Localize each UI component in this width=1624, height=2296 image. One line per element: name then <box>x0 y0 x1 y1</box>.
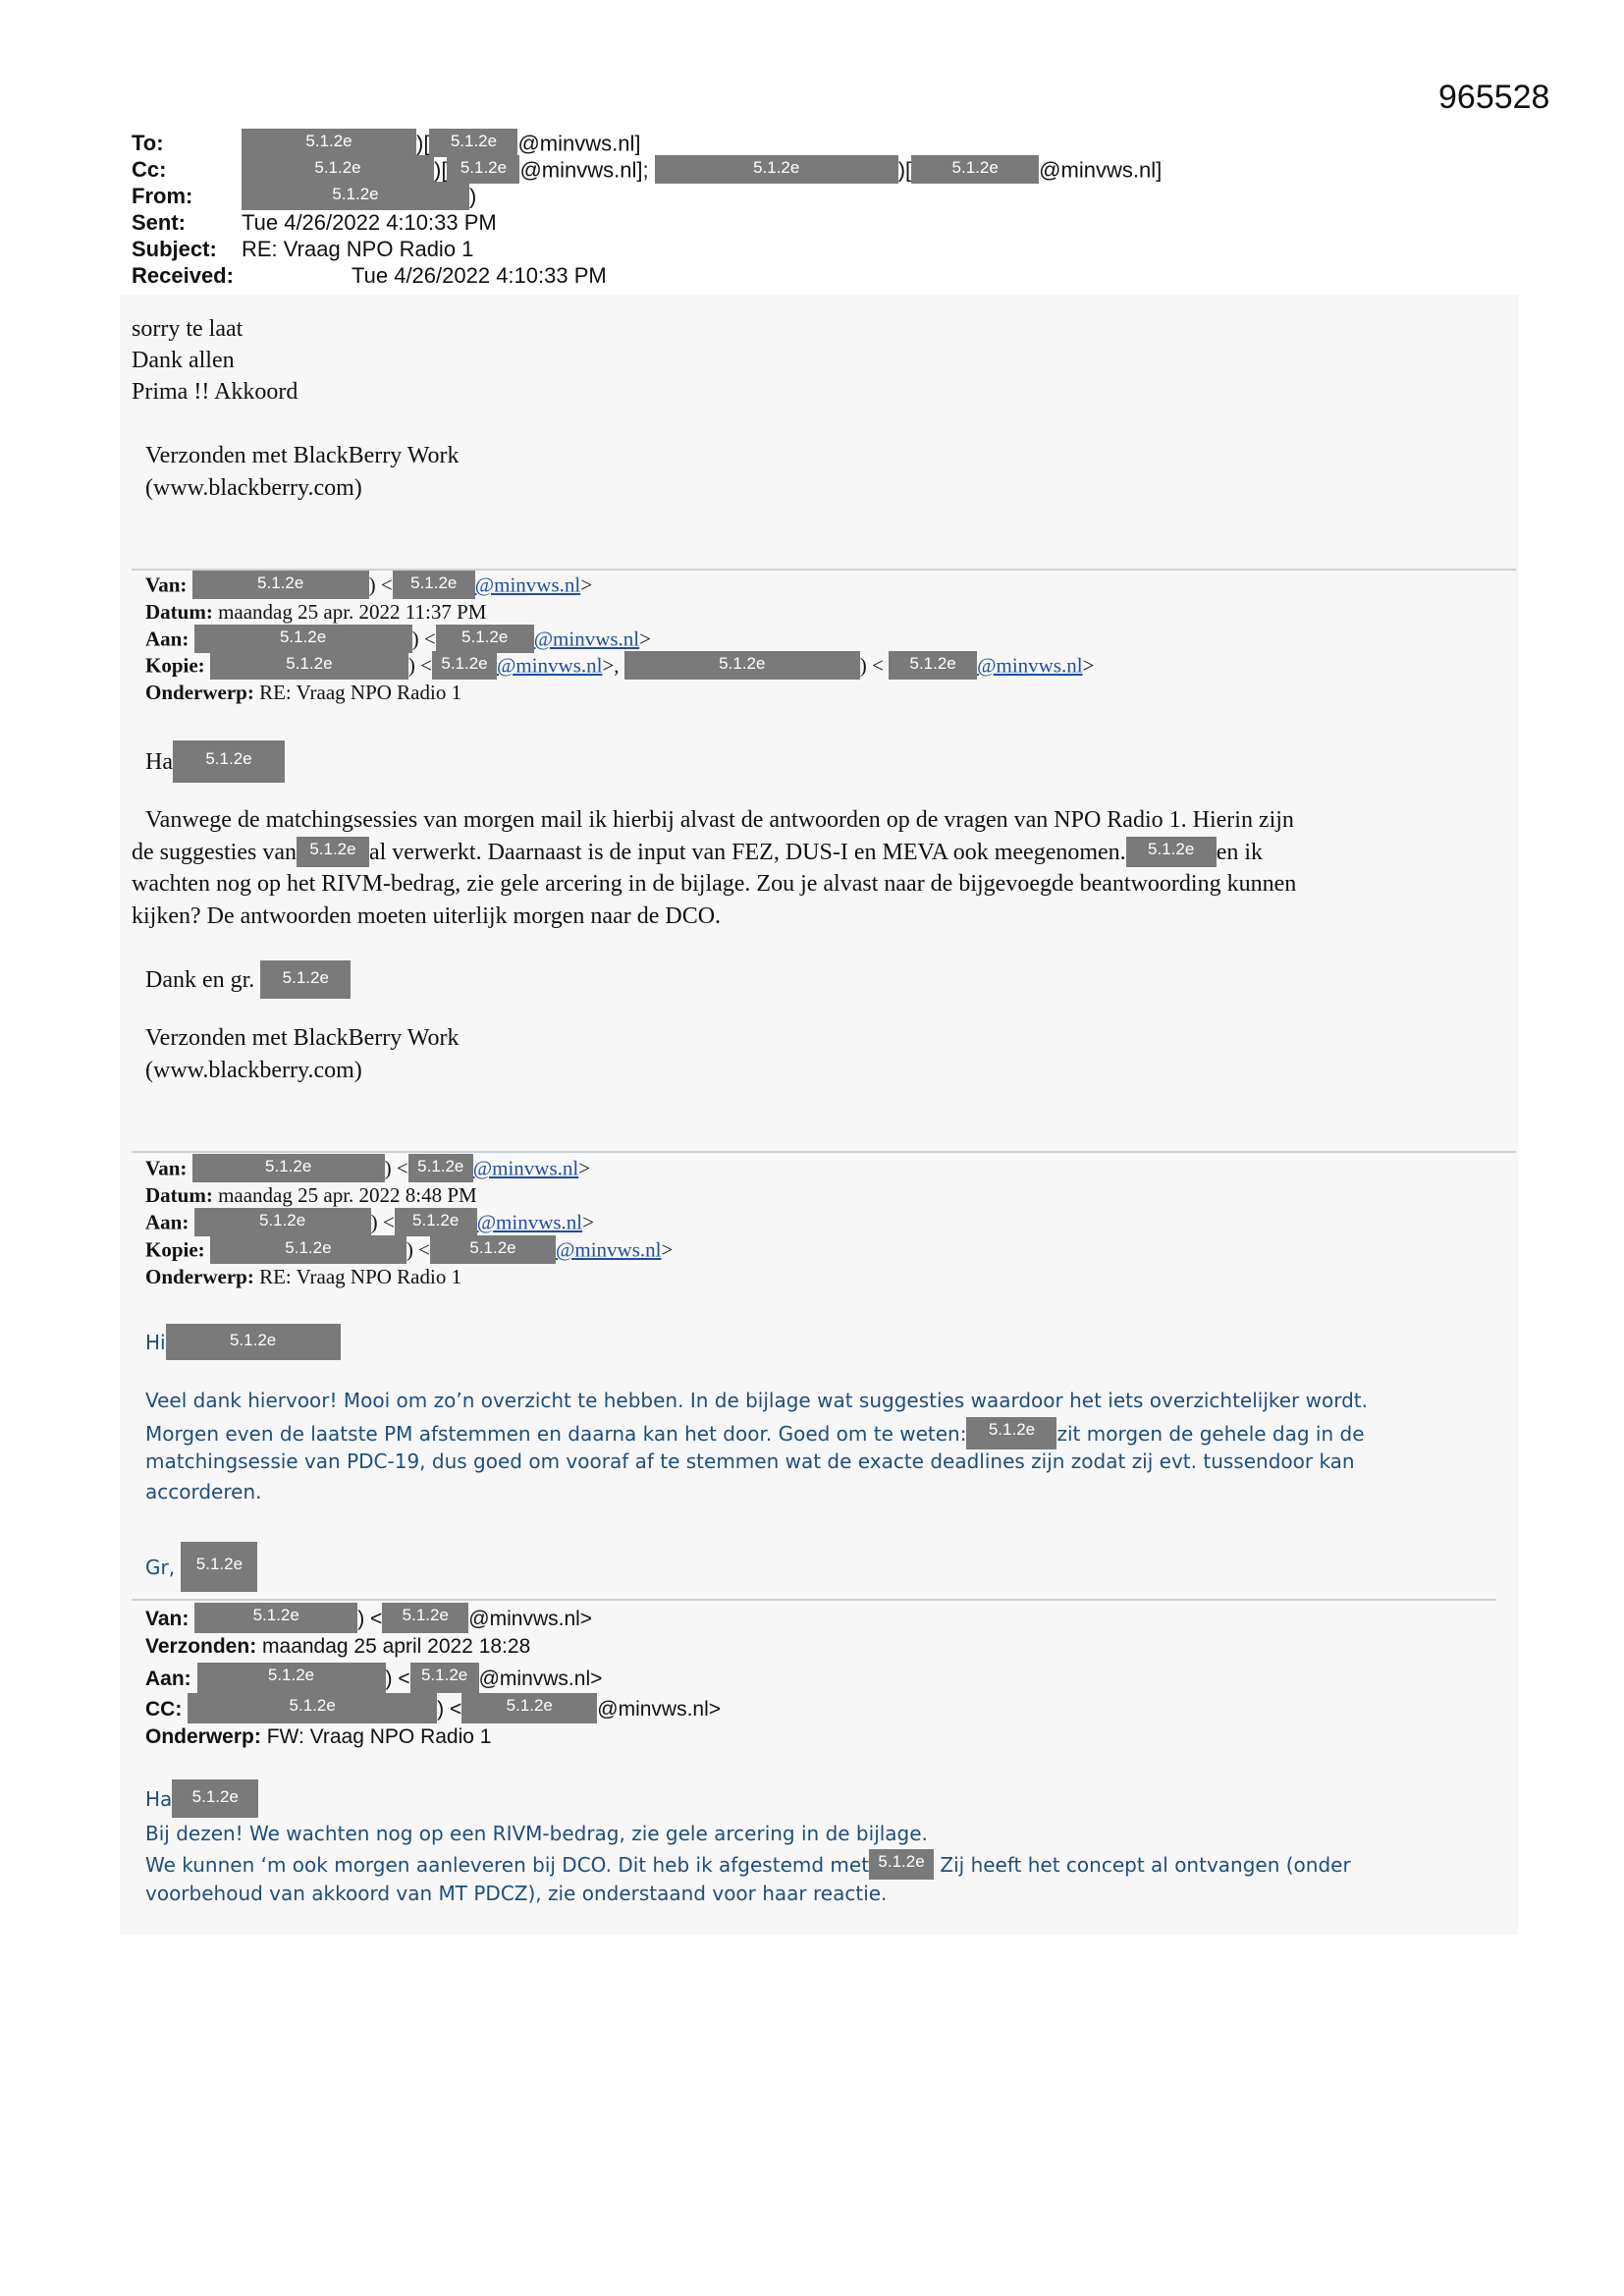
msg3-van-email-link[interactable]: @minvws.nl <box>472 1156 579 1180</box>
msg3-greeting-text: Hi <box>145 1331 166 1354</box>
redacted-block: 5.1.2e <box>242 182 469 210</box>
redacted-block: 5.1.2e <box>194 625 412 653</box>
msg4-aan-row: Aan: 5.1.2e ) < 5.1.2e @minvws.nl> <box>145 1665 602 1695</box>
msg3-datum-value: maandag 25 apr. 2022 8:48 PM <box>218 1183 477 1207</box>
msg2-paragraph-line-2c: en ik <box>1216 840 1264 866</box>
header-received-value: Tue 4/26/2022 4:10:33 PM <box>352 263 607 288</box>
msg3-closing-text: Gr, <box>145 1556 176 1579</box>
msg4-aan-label: Aan: <box>145 1667 191 1691</box>
msg3-paragraph-line-2 <box>145 1419 1365 1451</box>
msg3-aan-label: Aan: <box>145 1210 189 1234</box>
msg2-van-label: Van: <box>145 573 188 597</box>
msg3-onderwerp-row <box>145 1265 461 1289</box>
msg3-paragraph-line-3: matchingsessie van PDC-19, dus goed om vooraf af te stemmen wat de exacte deadlines zijn zodat zij evt. tussendoor kan <box>145 1449 1355 1473</box>
msg1-signature-line-2: (www.blackberry.com) <box>145 475 362 501</box>
redacted-block: 5.1.2e <box>1126 837 1217 867</box>
msg2-greeting <box>145 742 285 785</box>
msg2-paragraph-line-4: kijken? De antwoorden moeten uiterlijk morgen naar de DCO. <box>132 903 722 929</box>
msg3-greeting <box>145 1326 341 1362</box>
msg2-kopie-row: Kopie: 5.1.2e ) < 5.1.2e @minvws.nl>, 5.1.2e ) < 5.1.2e @minvws.nl> <box>145 653 1094 682</box>
redacted-block: 5.1.2e <box>408 1154 473 1182</box>
msg4-cc-label: CC: <box>145 1698 183 1722</box>
msg3-paragraph-line-4: accorderen. <box>145 1480 262 1503</box>
redacted-block: 5.1.2e <box>242 155 434 184</box>
redacted-block: 5.1.2e <box>297 837 369 867</box>
msg4-paragraph-line-2 <box>145 1851 1351 1882</box>
header-from-row: From: 5.1.2e ) <box>132 184 476 212</box>
header-sent-value: Tue 4/26/2022 4:10:33 PM <box>242 210 497 235</box>
redacted-block: 5.1.2e <box>432 651 497 680</box>
msg1-line-1: sorry te laat <box>132 316 244 342</box>
redacted-block: 5.1.2e <box>166 1324 341 1360</box>
redacted-block: 5.1.2e <box>192 571 369 599</box>
msg3-paragraph-line-2b: zit morgen de gehele dag in de <box>1056 1422 1365 1446</box>
redacted-block: 5.1.2e <box>210 651 408 680</box>
redacted-block: 5.1.2e <box>382 1603 468 1633</box>
header-sent-label: Sent: <box>132 210 186 235</box>
msg3-kopie-row: Kopie: 5.1.2e ) < 5.1.2e @minvws.nl> <box>145 1237 673 1266</box>
redacted-block: 5.1.2e <box>210 1235 406 1264</box>
separator-line <box>132 1151 1516 1153</box>
header-cc-domain-1: @minvws.nl]; <box>519 157 649 183</box>
msg4-paragraph-line-2b: Zij heeft het concept al ontvangen (onder <box>940 1853 1351 1877</box>
msg4-onderwerp-row <box>145 1725 491 1749</box>
msg2-aan-label: Aan: <box>145 627 189 651</box>
msg2-onderwerp-value: RE: Vraag NPO Radio 1 <box>259 681 462 704</box>
redacted-block: 5.1.2e <box>461 1693 597 1723</box>
redacted-block: 5.1.2e <box>393 571 475 599</box>
msg4-aan-domain: @minvws.nl> <box>478 1667 603 1691</box>
header-subject-label: Subject: <box>132 237 217 261</box>
msg3-onderwerp-value: RE: Vraag NPO Radio 1 <box>259 1265 462 1288</box>
redacted-block: 5.1.2e <box>410 1663 479 1693</box>
msg4-paragraph-line-2a: We kunnen ‘m ook morgen aanleveren bij DCO. Dit heb ik afgestemd met <box>145 1853 870 1877</box>
msg2-datum-row <box>145 600 486 625</box>
redacted-block: 5.1.2e <box>194 1208 371 1236</box>
header-cc-domain-2: @minvws.nl] <box>1039 157 1163 183</box>
msg3-aan-row: Aan: 5.1.2e ) < 5.1.2e @minvws.nl> <box>145 1210 594 1238</box>
msg2-paragraph-line-2b: al verwerkt. Daarnaast is de input van FEZ, DUS-I en MEVA ook meegenomen. <box>368 840 1126 866</box>
msg3-onderwerp-label: Onderwerp: <box>145 1265 254 1288</box>
header-to-domain: @minvws.nl] <box>517 131 641 156</box>
header-to-label: To: <box>132 131 164 156</box>
msg2-paragraph-line-1: Vanwege de matchingsessies van morgen mail ik hierbij alvast de antwoorden op de vragen van NPO Radio 1. Hierin zijn <box>145 807 1294 833</box>
msg3-datum-label: Datum: <box>145 1183 213 1207</box>
msg4-van-label: Van: <box>145 1608 189 1631</box>
msg4-paragraph-line-1: Bij dezen! We wachten nog op een RIVM-bedrag, zie gele arcering in de bijlage. <box>145 1822 928 1845</box>
msg4-paragraph-line-3: voorbehoud van akkoord van MT PDCZ), zie onderstaand voor haar reactie. <box>145 1882 888 1905</box>
redacted-block: 5.1.2e <box>430 1235 556 1264</box>
msg4-cc-domain: @minvws.nl> <box>597 1698 722 1722</box>
msg2-van-row: Van: 5.1.2e ) < 5.1.2e @minvws.nl> <box>145 573 592 601</box>
msg3-paragraph-line-2a: Morgen even de laatste PM afstemmen en daarna kan het door. Goed om te weten: <box>145 1422 967 1446</box>
msg2-datum-label: Datum: <box>145 600 213 624</box>
msg3-kopie-label: Kopie: <box>145 1237 205 1262</box>
redacted-block: 5.1.2e <box>173 740 285 783</box>
redacted-block: 5.1.2e <box>911 155 1039 184</box>
msg2-kopie-label: Kopie: <box>145 653 205 678</box>
msg4-verzonden-label: Verzonden: <box>145 1635 257 1658</box>
msg4-verzonden-row <box>145 1635 530 1659</box>
msg2-paragraph-line-2a: de suggesties van <box>132 840 297 866</box>
msg1-signature-line-1: Verzonden met BlackBerry Work <box>145 443 460 468</box>
redacted-block: 5.1.2e <box>194 1603 357 1633</box>
msg3-kopie-email-link[interactable]: @minvws.nl <box>556 1237 662 1262</box>
msg3-van-label: Van: <box>145 1156 188 1180</box>
msg4-greeting <box>145 1781 258 1820</box>
redacted-block: 5.1.2e <box>395 1208 477 1236</box>
msg4-onderwerp-label: Onderwerp: <box>145 1725 261 1748</box>
msg2-aan-row: Aan: 5.1.2e ) < 5.1.2e @minvws.nl> <box>145 627 651 655</box>
redacted-block: 5.1.2e <box>242 129 416 157</box>
document-number: 965528 <box>1438 79 1550 116</box>
redacted-block: 5.1.2e <box>436 625 534 653</box>
msg4-cc-row: CC: 5.1.2e ) < 5.1.2e @minvws.nl> <box>145 1695 721 1725</box>
redacted-block: 5.1.2e <box>172 1779 258 1818</box>
msg2-aan-email-link[interactable]: @minvws.nl <box>533 627 640 651</box>
msg2-greeting-text: Ha <box>145 749 173 776</box>
separator-line <box>132 1599 1496 1601</box>
msg2-closing-text: Dank en gr. <box>145 967 255 994</box>
msg2-signature-line-2: (www.blackberry.com) <box>145 1058 362 1083</box>
msg2-paragraph-line-2 <box>132 839 1263 869</box>
redacted-block: 5.1.2e <box>192 1154 385 1182</box>
header-to-row: To: 5.1.2e )[ 5.1.2e @minvws.nl] <box>132 131 640 159</box>
header-cc-label: Cc: <box>132 157 167 183</box>
redacted-block: 5.1.2e <box>188 1693 437 1723</box>
msg2-signature-line-1: Verzonden met BlackBerry Work <box>145 1025 460 1051</box>
msg2-kopie-email-link-1[interactable]: @minvws.nl <box>497 653 603 678</box>
msg1-line-3: Prima !! Akkoord <box>132 379 298 405</box>
msg2-van-email-link[interactable]: @minvws.nl <box>474 573 581 597</box>
msg3-aan-email-link[interactable]: @minvws.nl <box>476 1210 583 1234</box>
msg3-paragraph-line-1: Veel dank hiervoor! Mooi om zo’n overzicht te hebben. In de bijlage wat suggesties waardoor het iets overzichtelijker wordt. <box>145 1389 1368 1412</box>
redacted-block: 5.1.2e <box>869 1849 934 1880</box>
msg3-van-row: Van: 5.1.2e ) < 5.1.2e @minvws.nl> <box>145 1156 590 1184</box>
header-subject-row <box>132 237 473 262</box>
msg3-closing <box>145 1544 257 1594</box>
header-sent-row <box>132 210 497 236</box>
msg2-onderwerp-label: Onderwerp: <box>145 681 254 704</box>
header-subject-value: RE: Vraag NPO Radio 1 <box>242 237 474 261</box>
msg2-paragraph-line-3: wachten nog op het RIVM-bedrag, zie gele arcering in de bijlage. Zou je alvast naar de bijgevoegde beantwoording kunnen <box>132 871 1297 897</box>
redacted-block: 5.1.2e <box>655 155 898 184</box>
msg3-datum-row <box>145 1183 477 1208</box>
redacted-block: 5.1.2e <box>889 651 977 680</box>
header-received-label: Received: <box>132 263 234 288</box>
redacted-block: 5.1.2e <box>966 1417 1056 1449</box>
msg4-onderwerp-value: FW: Vraag NPO Radio 1 <box>266 1725 492 1748</box>
msg2-closing <box>145 962 351 1001</box>
msg2-kopie-email-link-2[interactable]: @minvws.nl <box>977 653 1083 678</box>
redacted-block: 5.1.2e <box>197 1663 386 1693</box>
redacted-block: 5.1.2e <box>429 129 517 157</box>
msg4-van-row: Van: 5.1.2e ) < 5.1.2e @minvws.nl> <box>145 1605 592 1635</box>
header-received-row <box>132 263 607 289</box>
redacted-block: 5.1.2e <box>181 1542 257 1592</box>
header-cc-row: Cc: 5.1.2e )[ 5.1.2e @minvws.nl]; 5.1.2e )[ 5.1.2e @minvws.nl] <box>132 157 1162 186</box>
redacted-block: 5.1.2e <box>260 960 351 999</box>
msg2-datum-value: maandag 25 apr. 2022 11:37 PM <box>218 600 487 624</box>
msg1-line-2: Dank allen <box>132 348 235 373</box>
msg4-van-domain: @minvws.nl> <box>468 1608 593 1631</box>
redacted-block: 5.1.2e <box>624 651 860 680</box>
msg4-greeting-text: Ha <box>145 1787 173 1811</box>
redacted-block: 5.1.2e <box>447 155 519 184</box>
msg2-onderwerp-row <box>145 681 461 705</box>
msg4-verzonden-value: maandag 25 april 2022 18:28 <box>262 1635 531 1658</box>
header-from-label: From: <box>132 184 193 209</box>
